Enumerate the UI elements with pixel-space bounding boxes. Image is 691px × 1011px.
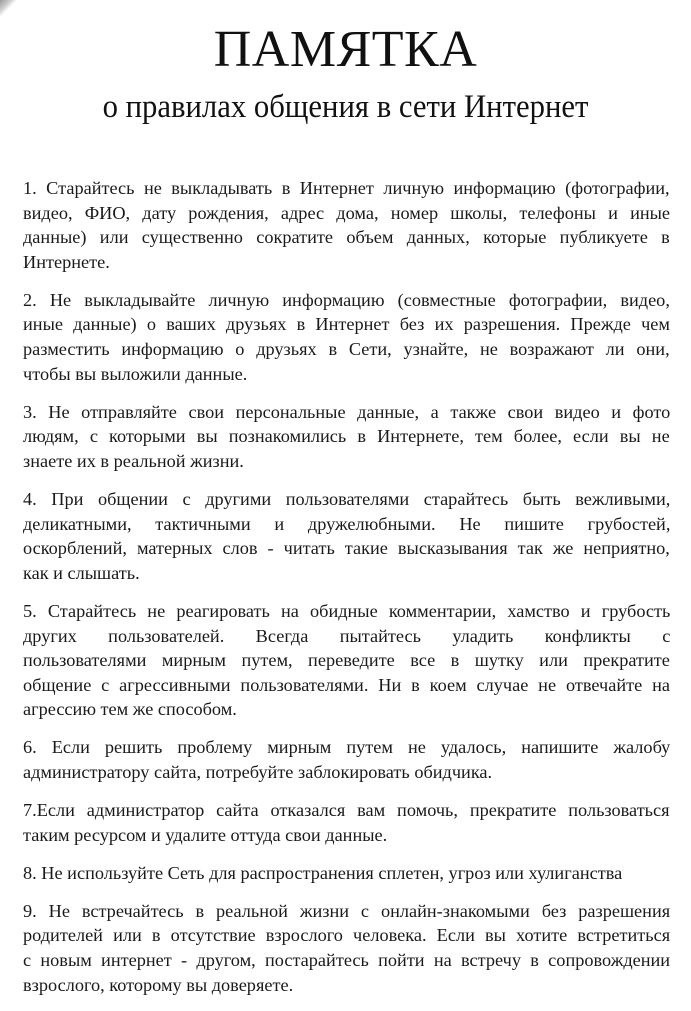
rule-text-line: 8. Не используйте Сеть для распространения сплетен, угроз или хулиганства xyxy=(23,862,623,883)
rule-text-line: видео, ФИО, дату рождения, адрес дома, номер школы, телефоны и иные xyxy=(23,202,671,223)
rule-text-line: разместить информацию о друзьях в Сети, узнайте, не возражают ли они, xyxy=(23,339,670,360)
rule-text-line: 9. Не встречайтесь в реальной жизни с онлайн-знакомыми без разрешения xyxy=(23,900,671,921)
rule-text-line: с новым интернет - другом, постарайтесь пойти на встречу в сопровождении xyxy=(23,950,671,971)
rule-text-line: 1. Старайтесь не выкладывать в Интернет личную информацию (фотографии, xyxy=(23,178,670,198)
rule-item xyxy=(23,899,670,997)
rule-text-line: 6. Если решить проблему мирным путем не удалось, напишите жалобу xyxy=(23,737,671,758)
rule-text-line: администратору сайта, потребуйте заблокировать обидчика. xyxy=(23,761,493,782)
rule-text-line: пользователями мирным путем, переведите все в шутку или прекратите xyxy=(23,650,670,671)
rule-text-line: 4. При общении с другими пользователями старайтесь быть вежливыми, xyxy=(23,489,671,510)
rule-item xyxy=(23,487,670,585)
rule-text-line: таким ресурсом и удалите оттуда свои данные. xyxy=(23,824,388,845)
rule-text-line: родителей или в отсутствие взрослого человека. Если вы хотите встретиться xyxy=(23,925,671,946)
rule-text-line: Интернете. xyxy=(23,251,110,272)
rule-text-line: общение с агрессивными пользователями. Ни в коем случае не отвечайте на xyxy=(23,674,670,695)
rule-text-line: 3. Не отправляйте свои персональные данные, а также свои видео и фото xyxy=(23,401,671,422)
rule-text-line: чтобы вы выложили данные. xyxy=(23,363,248,384)
rule-text-line: взрослого, которому вы доверяете. xyxy=(23,974,294,995)
rule-item xyxy=(23,599,670,722)
page-subtitle: о правилах общения в сети Интернет xyxy=(102,89,589,125)
rule-item xyxy=(23,176,670,274)
rule-text-line: данные) или существенно сократите объем данных, которые публикуете в xyxy=(23,227,670,248)
rule-text-line: как и слышать. xyxy=(23,562,140,583)
rule-text-line: 5. Старайтесь не реагировать на обидные комментарии, хамство и грубость xyxy=(23,600,671,621)
rule-text-line: 2. Не выкладывайте личную информацию (совместные фотографии, видео, xyxy=(23,289,670,310)
rule-item xyxy=(23,861,670,886)
rule-item xyxy=(23,735,670,784)
rule-text-line: людям, с которыми вы познакомились в Интернете, тем более, если вы не xyxy=(23,426,670,447)
page-title: ПАМЯТКА xyxy=(213,21,478,78)
rule-item xyxy=(23,400,670,474)
rule-text-line: 7.Если администратор сайта отказался вам помочь, прекратите пользоваться xyxy=(23,800,670,821)
rule-text-line: иные данные) о ваших друзьях в Интернет без их разрешения. Прежде чем xyxy=(23,314,670,335)
rule-item xyxy=(23,798,670,847)
rule-text-line: агрессию тем же способом. xyxy=(23,699,237,720)
scan-page-corner xyxy=(0,0,16,16)
rule-text-line: деликатными, тактичными и дружелюбными. Не пишите грубостей, xyxy=(23,513,671,534)
rule-text-line: оскорблений, матерных слов - читать такие высказывания так же неприятно, xyxy=(23,538,670,559)
rule-text-line: знаете их в реальной жизни. xyxy=(23,450,244,471)
rule-item xyxy=(23,288,670,386)
rules-list xyxy=(23,176,670,1011)
rule-text-line: других пользователей. Всегда пытайтесь уладить конфликты с xyxy=(23,625,671,646)
